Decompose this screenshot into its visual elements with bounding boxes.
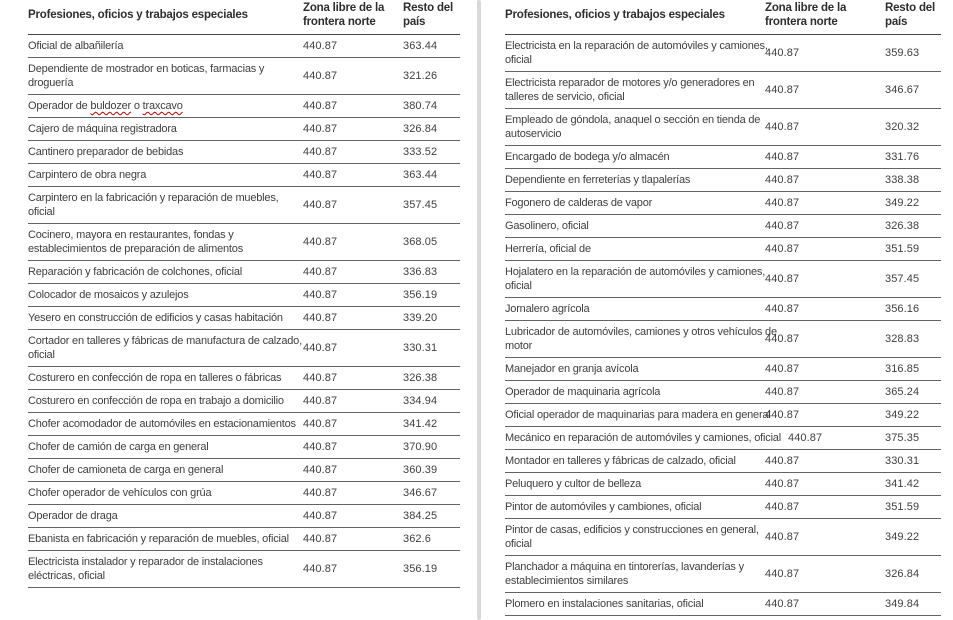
profession-label: Reparación y fabricación de colchones, oficial [28, 266, 242, 278]
zone-value: 440.87 [303, 441, 338, 453]
zone-value: 440.87 [765, 174, 800, 186]
column-header-rest: Resto del país [403, 2, 453, 28]
zone-value: 440.87 [303, 464, 338, 476]
rest-value: 349.22 [885, 409, 920, 421]
rest-value: 360.39 [403, 464, 438, 476]
zone-value: 440.87 [765, 84, 800, 96]
profession-label: Costurero en confección de ropa en trabajo a domicilio [28, 395, 284, 407]
table-row [28, 436, 460, 459]
rest-value: 380.74 [403, 100, 438, 112]
zone-value: 440.87 [765, 386, 800, 398]
rest-value: 341.42 [885, 478, 920, 490]
profession-label: Yesero en construcción de edificios y casas habitación [28, 312, 283, 324]
zone-value: 440.87 [303, 395, 338, 407]
zone-value: 440.87 [303, 40, 338, 52]
table-body-left [28, 35, 460, 588]
rest-value: 336.83 [403, 266, 438, 278]
rest-value: 326.84 [885, 568, 920, 580]
rest-value: 370.90 [403, 441, 438, 453]
rest-value: 363.44 [403, 40, 438, 52]
profession-label: Carpintero de obra negra [28, 169, 147, 181]
profession-label: Cortador en talleres y fábricas de manufactura de calzado, oficial [28, 335, 302, 361]
profession-label: Empleado de góndola, anaquel o sección en tienda de autoservicio [505, 114, 761, 140]
zone-value: 440.87 [765, 151, 800, 163]
rest-value: 326.38 [885, 220, 920, 232]
table-header [505, 0, 941, 35]
zone-value: 440.87 [765, 220, 800, 232]
profession-label: Lubricador de automóviles, camiones y otros vehículos de motor [505, 326, 777, 352]
rest-value: 357.45 [403, 199, 438, 211]
table-row [505, 261, 941, 298]
table-row [505, 321, 941, 358]
zone-value: 440.87 [787, 432, 823, 444]
wage-table-left [28, 0, 460, 588]
profession-label: Encargado de bodega y/o almacén [505, 151, 670, 163]
table-row [28, 224, 460, 261]
zone-value: 440.87 [303, 342, 338, 354]
zone-value: 440.87 [765, 501, 800, 513]
zone-value: 440.87 [765, 568, 800, 580]
rest-value: 330.31 [885, 455, 920, 467]
zone-value: 440.87 [765, 478, 800, 490]
profession-label: Dependiente de mostrador en boticas, farmacias y droguería [28, 63, 265, 89]
table-row [28, 528, 460, 551]
table-row [28, 141, 460, 164]
table-row [28, 413, 460, 436]
zone-value: 440.87 [765, 47, 800, 59]
profession-label: Chofer operador de vehículos con grúa [28, 487, 212, 499]
zone-value: 440.87 [303, 199, 338, 211]
rest-value: 334.94 [403, 395, 438, 407]
table-row [28, 261, 460, 284]
table-row [28, 307, 460, 330]
table-row [28, 390, 460, 413]
table-row [505, 169, 941, 192]
table-row [505, 238, 941, 261]
zone-value: 440.87 [303, 70, 338, 82]
zone-value: 440.87 [765, 363, 800, 375]
zone-value: 440.87 [765, 455, 800, 467]
profession-label: Cajero de máquina registradora [28, 123, 177, 135]
rest-value: 375.35 [885, 432, 920, 444]
table-row [28, 164, 460, 187]
profession-label: Pintor de automóviles y cambiones, oficial [505, 501, 702, 513]
table-row [505, 35, 941, 72]
misspelled-word: buldozer [90, 100, 132, 112]
table-row [28, 459, 460, 482]
table-row [28, 284, 460, 307]
zone-value: 440.87 [303, 533, 338, 545]
table-row [505, 215, 941, 238]
column-header-professions: Profesiones, oficios y trabajos especiales [28, 9, 248, 21]
table-row [505, 519, 941, 556]
profession-label: Dependiente en ferreterías y tlapalerías [505, 174, 691, 186]
profession-label: Chofer de camión de carga en general [28, 441, 209, 453]
rest-value: 330.31 [403, 342, 438, 354]
rest-value: 349.84 [885, 598, 920, 610]
column-header-zone: Zona libre de la frontera norte [303, 2, 385, 28]
profession-label: Costurero en confección de ropa en talleres o fábricas [28, 372, 282, 384]
table-row [505, 72, 941, 109]
rest-value: 349.22 [885, 531, 920, 543]
table-header [28, 0, 460, 35]
profession-label: Chofer acomodador de automóviles en estacionamientos [28, 418, 296, 430]
profession-label: Plomero en instalaciones sanitarias, oficial [505, 598, 704, 610]
table-row [28, 35, 460, 58]
profession-label: Carpintero en la fabricación y reparación de muebles, oficial [28, 192, 279, 218]
profession-label: Colocador de mosaicos y azulejos [28, 289, 189, 301]
table-row [505, 358, 941, 381]
misspelled-word: traxcavo [142, 100, 183, 112]
page-divider [477, 0, 481, 620]
profession-label: Jornalero agrícola [505, 303, 590, 315]
zone-value: 440.87 [303, 312, 338, 324]
table-row [28, 118, 460, 141]
table-row [28, 58, 460, 95]
column-header-zone: Zona libre de la frontera norte [765, 2, 847, 28]
profession-label: Montador en talleres y fábricas de calzado, oficial [505, 455, 736, 467]
zone-value: 440.87 [765, 598, 800, 610]
table-row [28, 551, 460, 588]
table-row [505, 109, 941, 146]
zone-value: 440.87 [303, 418, 338, 430]
rest-value: 326.84 [403, 123, 438, 135]
rest-value: 321.26 [403, 70, 438, 82]
rest-value: 338.38 [885, 174, 920, 186]
zone-value: 440.87 [303, 146, 338, 158]
column-header-professions: Profesiones, oficios y trabajos especiales [505, 9, 725, 21]
zone-value: 440.87 [765, 121, 800, 133]
profession-label: Ebanista en fabricación y reparación de muebles, oficial [28, 533, 289, 545]
rest-value: 356.19 [403, 563, 438, 575]
zone-value: 440.87 [303, 169, 338, 181]
table-row [505, 381, 941, 404]
rest-value: 346.67 [403, 487, 438, 499]
table-row [28, 95, 460, 118]
rest-value: 365.24 [885, 386, 920, 398]
table-row [28, 505, 460, 528]
rest-value: 363.44 [403, 169, 438, 181]
zone-value: 440.87 [303, 563, 338, 575]
zone-value: 440.87 [303, 266, 338, 278]
rest-value: 333.52 [403, 146, 438, 158]
table-row [505, 473, 941, 496]
rest-value: 362.6 [403, 533, 432, 545]
profession-label: Cocinero, mayora en restaurantes, fondas y establecimientos de preparación de alimentos [28, 229, 243, 255]
zone-value: 440.87 [303, 236, 338, 248]
rest-value: 349.22 [885, 197, 920, 209]
zone-value: 440.87 [765, 273, 800, 285]
rest-value: 341.42 [403, 418, 438, 430]
rest-value: 320.32 [885, 121, 920, 133]
rest-value: 351.59 [885, 243, 920, 255]
profession-label: Cantinero preparador de bebidas [28, 146, 184, 158]
table-row [505, 298, 941, 321]
profession-label: Oficial de albañilería [28, 40, 124, 52]
rest-value: 351.59 [885, 501, 920, 513]
column-header-rest: Resto del país [885, 2, 935, 28]
table-row [28, 367, 460, 390]
zone-value: 440.87 [765, 333, 800, 345]
wage-table-right [505, 0, 941, 616]
rest-value: 384.25 [403, 510, 438, 522]
rest-value: 326.38 [403, 372, 438, 384]
rest-value: 339.20 [403, 312, 438, 324]
table-row [505, 404, 941, 427]
profession-label: Herrería, oficial de [505, 243, 591, 255]
table-row [28, 330, 460, 367]
profession-label: Electricista reparador de motores y/o generadores en talleres de servicio, oficial [505, 77, 755, 103]
profession-label: Chofer de camioneta de carga en general [28, 464, 224, 476]
zone-value: 440.87 [765, 409, 800, 421]
profession-label: Gasolinero, oficial [505, 220, 589, 232]
table-row [505, 556, 941, 593]
profession-label: Fogonero de calderas de vapor [505, 197, 653, 209]
rest-value: 328.83 [885, 333, 920, 345]
table-body-right [505, 35, 941, 616]
table-row [28, 482, 460, 505]
zone-value: 440.87 [303, 487, 338, 499]
zone-value: 440.87 [303, 372, 338, 384]
profession-label: Manejador en granja avícola [505, 363, 639, 375]
zone-value: 440.87 [303, 100, 338, 112]
profession-label: Planchador a máquina en tintorerías, lavanderías y establecimientos similares [505, 561, 744, 587]
profession-label: Electricista en la reparación de automóviles y camiones, oficial [505, 40, 768, 66]
zone-value: 440.87 [765, 197, 800, 209]
profession-label: Oficial operador de maquinarias para madera en general [505, 409, 771, 421]
table-row [28, 187, 460, 224]
rest-value: 356.19 [403, 289, 438, 301]
zone-value: 440.87 [765, 243, 800, 255]
table-row [505, 496, 941, 519]
profession-label: Operador de buldozer o traxcavo [28, 100, 183, 112]
table-row [505, 146, 941, 169]
zone-value: 440.87 [765, 531, 800, 543]
table-row [505, 192, 941, 215]
rest-value: 359.63 [885, 47, 920, 59]
profession-label: Peluquero y cultor de belleza [505, 478, 642, 490]
zone-value: 440.87 [765, 303, 800, 315]
rest-value: 331.76 [885, 151, 920, 163]
table-row [505, 593, 941, 616]
rest-value: 368.05 [403, 236, 438, 248]
rest-value: 316.85 [885, 363, 920, 375]
profession-label: Operador de draga [28, 510, 118, 522]
table-row [505, 427, 941, 450]
profession-label: Mecánico en reparación de automóviles y camiones, oficial 440.87 [505, 432, 823, 444]
profession-label: Pintor de casas, edificios y construcciones en general, oficial [505, 524, 759, 550]
zone-value: 440.87 [303, 510, 338, 522]
zone-value: 440.87 [303, 123, 338, 135]
rest-value: 356.16 [885, 303, 920, 315]
profession-label: Operador de maquinaria agrícola [505, 386, 661, 398]
profession-label: Electricista instalador y reparador de instalaciones eléctricas, oficial [28, 556, 263, 582]
profession-label: Hojalatero en la reparación de automóviles y camiones, oficial [505, 266, 766, 292]
rest-value: 357.45 [885, 273, 920, 285]
rest-value: 346.67 [885, 84, 920, 96]
table-row [505, 450, 941, 473]
zone-value: 440.87 [303, 289, 338, 301]
